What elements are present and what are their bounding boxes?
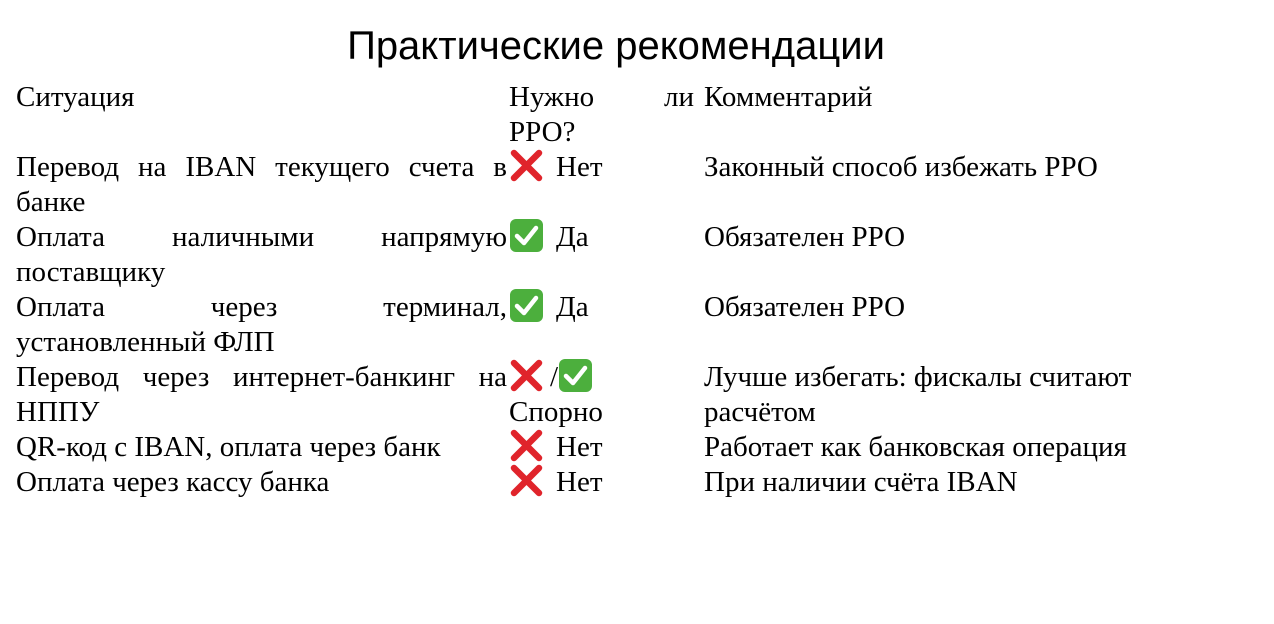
cross-icon xyxy=(509,428,544,463)
comment-cell: Обязателен РРО xyxy=(704,221,906,253)
table-row xyxy=(16,220,1206,290)
cross-icon xyxy=(509,148,544,183)
header-need xyxy=(509,80,704,150)
situation-cell: Перевод через интернет-банкинг на НППУ xyxy=(16,361,507,428)
check-icon xyxy=(558,358,593,393)
table-row xyxy=(16,360,1206,430)
situation-cell: Оплата через кассу банка xyxy=(16,466,330,498)
need-cell xyxy=(509,290,704,360)
need-cell xyxy=(509,150,704,220)
comment-cell: При наличии счёта IBAN xyxy=(704,466,1018,498)
situation-cell: QR-код с IBAN, оплата через банк xyxy=(16,431,441,463)
table-row xyxy=(16,290,1206,360)
header-situation: Ситуация xyxy=(16,81,135,113)
cross-icon xyxy=(509,463,544,498)
comment-cell: Законный способ избежать РРО xyxy=(704,151,1098,183)
comment-cell: Лучше избегать: фискалы считают расчётом xyxy=(704,361,1132,428)
table-row xyxy=(16,150,1206,220)
need-value: Да xyxy=(556,221,589,253)
need-cell xyxy=(509,220,704,290)
need-value: Спорно xyxy=(509,396,603,428)
header-comment: Комментарий xyxy=(704,81,873,113)
situation-cell: Оплата через терминал, установленный ФЛП xyxy=(16,291,507,358)
page-title: Практические рекомендации xyxy=(347,24,885,68)
table-row xyxy=(16,430,1206,465)
need-value: Да xyxy=(556,291,589,323)
need-value: Нет xyxy=(556,431,603,463)
table-header-row xyxy=(16,80,1206,150)
comment-cell: Работает как банковская операция xyxy=(704,431,1127,463)
need-cell xyxy=(509,465,704,500)
icon-separator: / xyxy=(550,361,559,393)
need-cell xyxy=(509,430,704,465)
check-icon xyxy=(509,218,544,253)
need-value: Нет xyxy=(556,466,603,498)
header-need-line1: Нужно ли xyxy=(509,81,694,113)
table-row xyxy=(16,465,1206,500)
situation-cell: Перевод на IBAN текущего счета в банке xyxy=(16,151,507,218)
cross-icon xyxy=(509,358,544,393)
need-value: Нет xyxy=(556,151,603,183)
comment-cell: Обязателен РРО xyxy=(704,291,906,323)
recommendations-table xyxy=(16,80,1206,500)
header-need-line2: РРО? xyxy=(509,116,576,148)
need-cell xyxy=(509,360,704,430)
situation-cell: Оплата наличными напрямую поставщику xyxy=(16,221,507,288)
check-icon xyxy=(509,288,544,323)
